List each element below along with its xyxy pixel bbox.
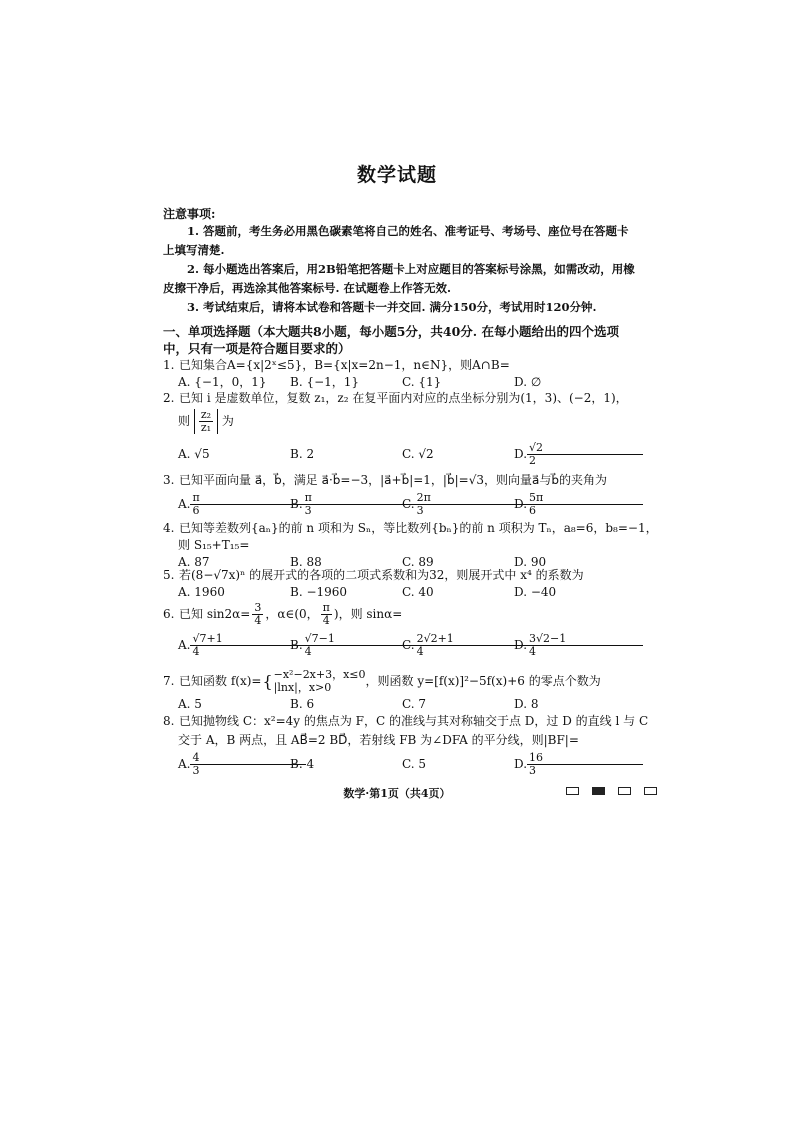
question-number: 6.	[163, 607, 175, 621]
option-d: D. −40	[514, 585, 557, 599]
frac-den: 3	[192, 764, 200, 777]
frac-num: √7+1	[190, 633, 306, 646]
option-c: C. √2	[402, 447, 434, 461]
option-a	[178, 633, 290, 658]
stem-text: 已知函数 f(x)=	[179, 673, 262, 688]
question-5	[163, 567, 643, 601]
option-c	[402, 492, 514, 517]
stem-text: ，则函数 y=[f(x)]²−5f(x)+6 的零点个数为	[365, 673, 601, 688]
frac-den: 6	[192, 504, 200, 517]
option-label: B.	[290, 497, 303, 511]
question-stem-line2: 交于 A，B 两点，且 AB⃗=2 BD⃗，若射线 FB 为∠DFA 的平分线，则|BF|=	[178, 733, 579, 747]
option-label: D.	[514, 638, 528, 652]
notice-heading: 注意事项:	[163, 207, 216, 221]
option-d	[514, 492, 626, 517]
option-d	[514, 752, 626, 777]
question-7	[163, 668, 643, 713]
piecewise-case: |lnx|，x>0	[273, 681, 332, 694]
question-number: 2.	[163, 391, 175, 405]
stem-text: 已知 sin2α=	[179, 607, 251, 621]
alignment-marks	[566, 787, 657, 795]
option-c: C. {1}	[402, 375, 442, 389]
frac-num: π	[322, 601, 330, 614]
question-stem: 已知等差数列{aₙ}的前 n 项和为 Sₙ，等比数列{bₙ}的前 n 项积为 Tₙ，a₈=6，b₈=−1，	[179, 521, 658, 535]
option-label: A.	[178, 497, 191, 511]
option-b: B. {−1，1}	[290, 375, 360, 389]
option-b	[290, 492, 402, 517]
option-b: B. 4	[290, 757, 315, 771]
option-label: D.	[514, 757, 528, 771]
frac-num: 2π	[415, 492, 531, 505]
option-label: C.	[402, 497, 415, 511]
frac-num: √2	[527, 442, 643, 455]
frac-den: 4	[322, 614, 330, 627]
notice-item: 3. 考试结束后，请将本试卷和答题卡一并交回. 满分150分，考试用时120分钟.	[187, 300, 597, 314]
option-label: C.	[402, 638, 415, 652]
frac-num: π	[303, 492, 419, 505]
option-label: D.	[514, 447, 528, 461]
question-2	[163, 390, 643, 467]
stem-text: 为	[221, 414, 234, 428]
frac-den: 3	[416, 504, 424, 517]
mark-empty-icon	[566, 787, 579, 795]
frac-den: 4	[529, 645, 537, 658]
question-stem: 若(8−√7x)ⁿ 的展开式的各项的二项式系数和为32，则展开式中 x⁴ 的系数为	[179, 568, 584, 582]
option-a: A. 5	[178, 697, 202, 711]
option-c: C. 40	[402, 585, 434, 599]
stem-text: )，则 sinα=	[333, 607, 403, 621]
option-c	[402, 633, 514, 658]
option-c: C. 89	[402, 555, 434, 569]
frac-num: 16	[527, 752, 643, 765]
option-a: A. 87	[178, 555, 210, 569]
question-number: 5.	[163, 568, 175, 582]
option-b: B. 88	[290, 555, 322, 569]
frac-num: π	[190, 492, 306, 505]
notice-item: 1. 答题前，考生务必用黑色碳素笔将自己的姓名、准考证号、考场号、座位号在答题卡上填写清楚.	[163, 224, 629, 257]
frac-num: 4	[190, 752, 306, 765]
frac-den: 4	[416, 645, 424, 658]
question-stem: 已知 i 是虚数单位，复数 z₁，z₂ 在复平面内对应的点坐标分别为(1，3)、(−2，1)，	[179, 391, 628, 405]
frac-den: 3	[529, 764, 537, 777]
frac-den: 4	[304, 645, 312, 658]
option-a: A. √5	[178, 447, 210, 461]
mark-empty-icon	[644, 787, 657, 795]
piecewise-case: −x²−2x+3，x≤0	[273, 668, 366, 681]
frac-den: 4	[254, 614, 262, 627]
frac-den: 3	[304, 504, 312, 517]
option-b: B. 6	[290, 697, 315, 711]
abs-bars	[194, 409, 218, 434]
question-1	[163, 357, 643, 391]
question-number: 1.	[163, 358, 175, 372]
mark-filled-icon	[592, 787, 605, 795]
question-stem: 已知平面向量 a⃗，b⃗，满足 a⃗·b⃗=−3，|a⃗+b⃗|=1，|b⃗|=√3，则向量a⃗与b⃗的夹角为	[179, 473, 607, 487]
frac-num: z₂	[200, 408, 212, 421]
question-number: 4.	[163, 521, 175, 535]
notice-item: 2. 每小题选出答案后，用2B铅笔把答题卡上对应题目的答案标号涂黑，如需改动，用橡皮擦干净后，再选涂其他答案标号. 在试题卷上作答无效.	[163, 262, 635, 295]
question-stem: 已知抛物线 C：x²=4y 的焦点为 F，C 的准线与其对称轴交于点 D，过 D 的直线 l 与 C	[179, 714, 649, 728]
option-a	[178, 752, 290, 777]
frac-den: z₁	[200, 421, 212, 434]
frac-num: 5π	[527, 492, 643, 505]
option-d: D. ∅	[514, 375, 542, 389]
option-label: B.	[290, 638, 303, 652]
option-label: D.	[514, 497, 528, 511]
question-4	[163, 520, 658, 571]
page-title: 数学试题	[356, 164, 437, 186]
question-number: 3.	[163, 473, 175, 487]
question-8	[163, 713, 649, 777]
option-a: A. {−1，0，1}	[178, 375, 267, 389]
frac-den: 6	[529, 504, 537, 517]
frac-num: 3	[254, 601, 262, 614]
option-a	[178, 492, 290, 517]
option-d	[514, 633, 626, 658]
mark-empty-icon	[618, 787, 631, 795]
frac-num: 3√2−1	[527, 633, 643, 646]
option-d: D. 90	[514, 555, 547, 569]
question-6	[163, 602, 643, 658]
frac-den: 2	[529, 454, 537, 467]
frac-num: √7−1	[303, 633, 419, 646]
option-c: C. 7	[402, 697, 427, 711]
option-c: C. 5	[402, 757, 427, 771]
frac-den: 4	[192, 645, 200, 658]
option-b	[290, 633, 402, 658]
frac-num: 2√2+1	[415, 633, 531, 646]
option-d: D. 8	[514, 697, 539, 711]
question-number: 8.	[163, 714, 175, 728]
option-d	[514, 442, 626, 467]
option-a: A. 1960	[178, 585, 225, 599]
notice-list	[163, 222, 637, 317]
option-label: A.	[178, 638, 191, 652]
question-stem-line2: 则 S₁₅+T₁₅=	[178, 538, 250, 552]
question-stem: 已知集合A={x|2ˣ≤5}，B={x|x=2n−1，n∈N}，则A∩B=	[179, 358, 510, 372]
stem-text: 则	[178, 414, 191, 428]
stem-text: ，α∈(0，	[265, 607, 319, 621]
option-b: B. −1960	[290, 585, 348, 599]
brace-icon: {	[262, 671, 273, 691]
page-footer: 数学·第1页（共4页）	[343, 787, 451, 800]
option-label: A.	[178, 757, 191, 771]
question-3	[163, 472, 643, 517]
section-heading: 一、单项选择题（本大题共8小题，每小题5分，共40分. 在每小题给出的四个选项中，只有一项是符合题目要求的）	[163, 324, 619, 356]
question-number: 7.	[163, 673, 175, 688]
option-b: B. 2	[290, 447, 315, 461]
